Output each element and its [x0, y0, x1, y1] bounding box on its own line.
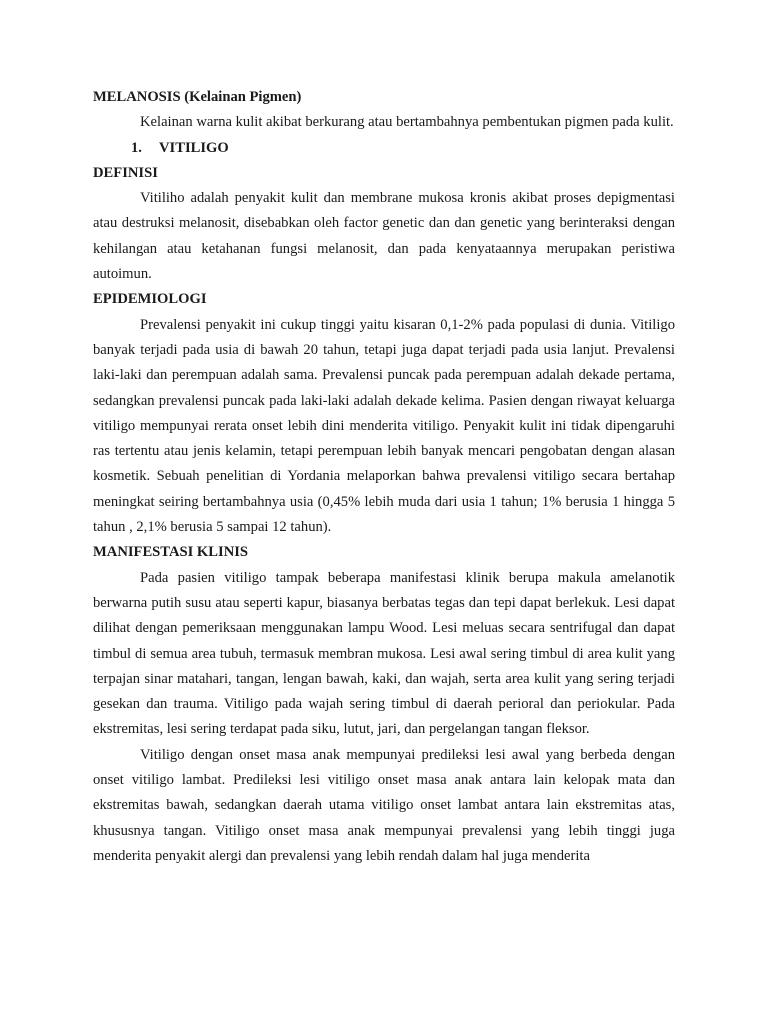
- definisi-paragraph: Vitiliho adalah penyakit kulit dan membrane mukosa kronis akibat proses depigmentasi atau destruksi melanosit, disebabkan oleh factor genetic dan dan genetic yang berinteraksi dengan kehilangan atau ketahanan fungsi melanosit, dan pada kenyataannya merupakan peristiwa autoimun.: [93, 190, 675, 283]
- document-title: MELANOSIS (Kelainan Pigmen): [93, 89, 302, 105]
- manifestasi-paragraph-2: Vitiligo dengan onset masa anak mempunyai predileksi lesi awal yang berbeda dengan onset vitiligo lambat. Predileksi lesi vitiligo onset masa anak antara lain kelopak mata dan ekstremitas bawah, sedangkan daerah utama vitiligo onset lambat antara lain ekstremitas atas, khususnya tangan. Vitiligo onset masa anak mempunyai prevalensi yang lebih tinggi juga menderita penyakit alergi dan prevalensi yang lebih rendah dalam hal juga menderita: [93, 746, 675, 864]
- manifestasi-paragraph-1: Pada pasien vitiligo tampak beberapa manifestasi klinik berupa makula amelanotik berwarna putih susu atau seperti kapur, biasanya berbatas tegas dan tepi dapat berlekuk. Lesi dapat dilihat dengan pemeriksaan menggunakan lampu Wood. Lesi meluas secara sentrifugal dan dapat timbul di semua area tubuh, termasuk membran mukosa. Lesi awal sering timbul di area kulit yang terpajan sinar matahari, tangan, lengan bawah, kaki, dan wajah, serta area kulit yang sering terjadi gesekan dan trauma. Vitiligo pada wajah sering timbul di daerah perioral dan periokular. Pada ekstremitas, lesi sering terdapat pada siku, lutut, jari, dan pergelangan tangan fleksor.: [93, 569, 675, 738]
- manifestasi-heading: MANIFESTASI KLINIS: [93, 544, 249, 561]
- epidemiologi-paragraph: Prevalensi penyakit ini cukup tinggi yaitu kisaran 0,1-2% pada populasi di dunia. Vitiligo banyak terjadi pada usia di bawah 20 tahun, tetapi juga dapat terjadi pada usia lanjut. Prevalensi laki-laki dan perempuan adalah sama. Prevalensi puncak pada perempuan adalah dekade pertama, sedangkan prevalensi puncak pada laki-laki adalah dekade kelima. Pasien dengan riwayat keluarga vitiligo mempunyai rerata onset lebih dini menderita vitiligo. Penyakit kulit ini tidak dipengaruhi ras tertentu atau jenis kelamin, tetapi perempuan lebih banyak mencari pengobatan dengan alasan kosmetik. Sebuah penelitian di Yordania melaporkan bahwa prevalensi vitiligo secara bertahap meningkat seiring bertambahnya usia (0,45% lebih muda dari usia 1 tahun; 1% berusia 1 hingga 5 tahun , 2,1% berusia 5 sampai 12 tahun).: [93, 316, 675, 536]
- section-vitiligo-heading: [93, 136, 675, 161]
- intro-paragraph: Kelainan warna kulit akibat berkurang atau bertambahnya pembentukan pigmen pada kulit.: [140, 114, 674, 131]
- definisi-heading: DEFINISI: [93, 164, 158, 181]
- section-title: VITILIGO: [159, 139, 229, 156]
- section-number: 1.: [131, 139, 142, 156]
- epidemiologi-heading: EPIDEMIOLOGI: [93, 291, 207, 308]
